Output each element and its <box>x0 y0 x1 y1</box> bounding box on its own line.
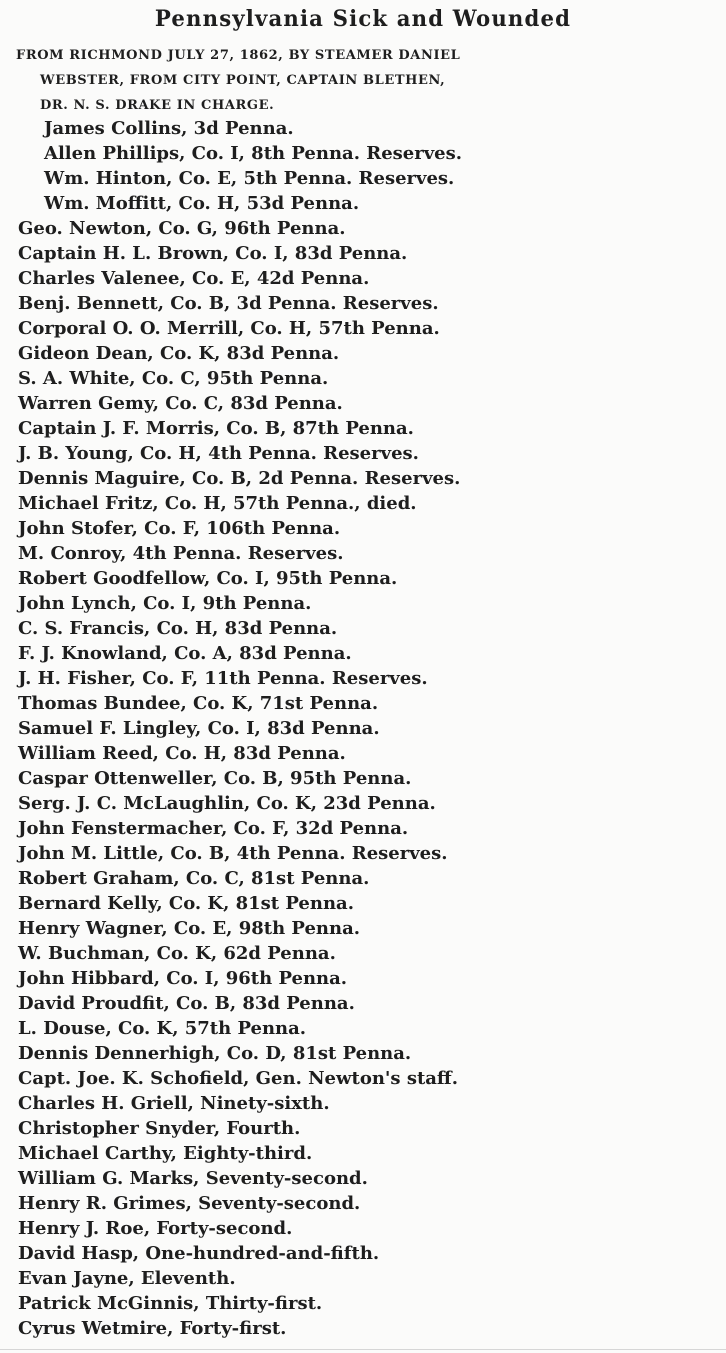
list-item: F. J. Knowland, Co. A, 83d Penna. <box>18 643 352 664</box>
list-item: C. S. Francis, Co. H, 83d Penna. <box>18 618 338 639</box>
list-item: Caspar Ottenweller, Co. B, 95th Penna. <box>18 768 412 789</box>
list-item: John M. Little, Co. B, 4th Penna. Reserves. <box>18 843 448 864</box>
list-item: Wm. Hinton, Co. E, 5th Penna. Reserves. <box>44 168 455 189</box>
list-item: William G. Marks, Seventy-second. <box>18 1168 368 1189</box>
list-item: Capt. Joe. K. Schofield, Gen. Newton's staff. <box>18 1068 458 1089</box>
list-item: James Collins, 3d Penna. <box>44 118 294 139</box>
list-item: Christopher Snyder, Fourth. <box>18 1118 301 1139</box>
list-item: Bernard Kelly, Co. K, 81st Penna. <box>18 893 354 914</box>
list-item: M. Conroy, 4th Penna. Reserves. <box>18 543 344 564</box>
list-item: Henry Wagner, Co. E, 98th Penna. <box>18 918 361 939</box>
list-item: Michael Fritz, Co. H, 57th Penna., died. <box>18 493 417 514</box>
list-item: John Lynch, Co. I, 9th Penna. <box>18 593 312 614</box>
list-item: Benj. Bennett, Co. B, 3d Penna. Reserves. <box>18 293 439 314</box>
list-item: John Fenstermacher, Co. F, 32d Penna. <box>18 818 409 839</box>
list-item: Captain J. F. Morris, Co. B, 87th Penna. <box>18 418 414 439</box>
column-bottom-edge <box>0 1349 726 1350</box>
list-item: J. H. Fisher, Co. F, 11th Penna. Reserves. <box>18 668 428 689</box>
list-item: Serg. J. C. McLaughlin, Co. K, 23d Penna. <box>18 793 436 814</box>
list-item: Evan Jayne, Eleventh. <box>18 1268 236 1289</box>
list-item: John Stofer, Co. F, 106th Penna. <box>18 518 341 539</box>
list-item: S. A. White, Co. C, 95th Penna. <box>18 368 329 389</box>
list-item: J. B. Young, Co. H, 4th Penna. Reserves. <box>18 443 419 464</box>
list-item: Allen Phillips, Co. I, 8th Penna. Reserves. <box>44 143 463 164</box>
list-item: Robert Graham, Co. C, 81st Penna. <box>18 868 370 889</box>
list-item: John Hibbard, Co. I, 96th Penna. <box>18 968 348 989</box>
list-item: William Reed, Co. H, 83d Penna. <box>18 743 346 764</box>
header-line: WEBSTER, FROM CITY POINT, CAPTAIN BLETHEN, <box>40 73 446 88</box>
list-item: Henry J. Roe, Forty-second. <box>18 1218 293 1239</box>
list-item: Henry R. Grimes, Seventy-second. <box>18 1193 361 1214</box>
list-item: Dennis Dennerhigh, Co. D, 81st Penna. <box>18 1043 412 1064</box>
list-item: Samuel F. Lingley, Co. I, 83d Penna. <box>18 718 380 739</box>
list-item: Michael Carthy, Eighty-third. <box>18 1143 313 1164</box>
list-item: Patrick McGinnis, Thirty-first. <box>18 1293 323 1314</box>
list-item: Wm. Moffitt, Co. H, 53d Penna. <box>44 193 360 214</box>
list-item: Corporal O. O. Merrill, Co. H, 57th Penna. <box>18 318 440 339</box>
article-title: Pennsylvania Sick and Wounded <box>154 6 572 32</box>
list-item: W. Buchman, Co. K, 62d Penna. <box>18 943 336 964</box>
list-item: Gideon Dean, Co. K, 83d Penna. <box>18 343 340 364</box>
list-item: L. Douse, Co. K, 57th Penna. <box>18 1018 307 1039</box>
header-line: DR. N. S. DRAKE IN CHARGE. <box>40 98 275 113</box>
list-item: Captain H. L. Brown, Co. I, 83d Penna. <box>18 243 408 264</box>
header-line: FROM RICHMOND JULY 27, 1862, BY STEAMER DANIEL <box>16 48 461 63</box>
list-item: Geo. Newton, Co. G, 96th Penna. <box>18 218 346 239</box>
list-item: Charles Valenee, Co. E, 42d Penna. <box>18 268 370 289</box>
list-item: David Hasp, One-hundred-and-fifth. <box>18 1243 380 1264</box>
list-item: Robert Goodfellow, Co. I, 95th Penna. <box>18 568 398 589</box>
list-item: Warren Gemy, Co. C, 83d Penna. <box>18 393 343 414</box>
list-item: Cyrus Wetmire, Forty-first. <box>18 1318 287 1339</box>
list-item: Charles H. Griell, Ninety-sixth. <box>18 1093 330 1114</box>
list-item: Thomas Bundee, Co. K, 71st Penna. <box>18 693 379 714</box>
list-item: David Proudfit, Co. B, 83d Penna. <box>18 993 355 1014</box>
list-item: Dennis Maguire, Co. B, 2d Penna. Reserves. <box>18 468 461 489</box>
